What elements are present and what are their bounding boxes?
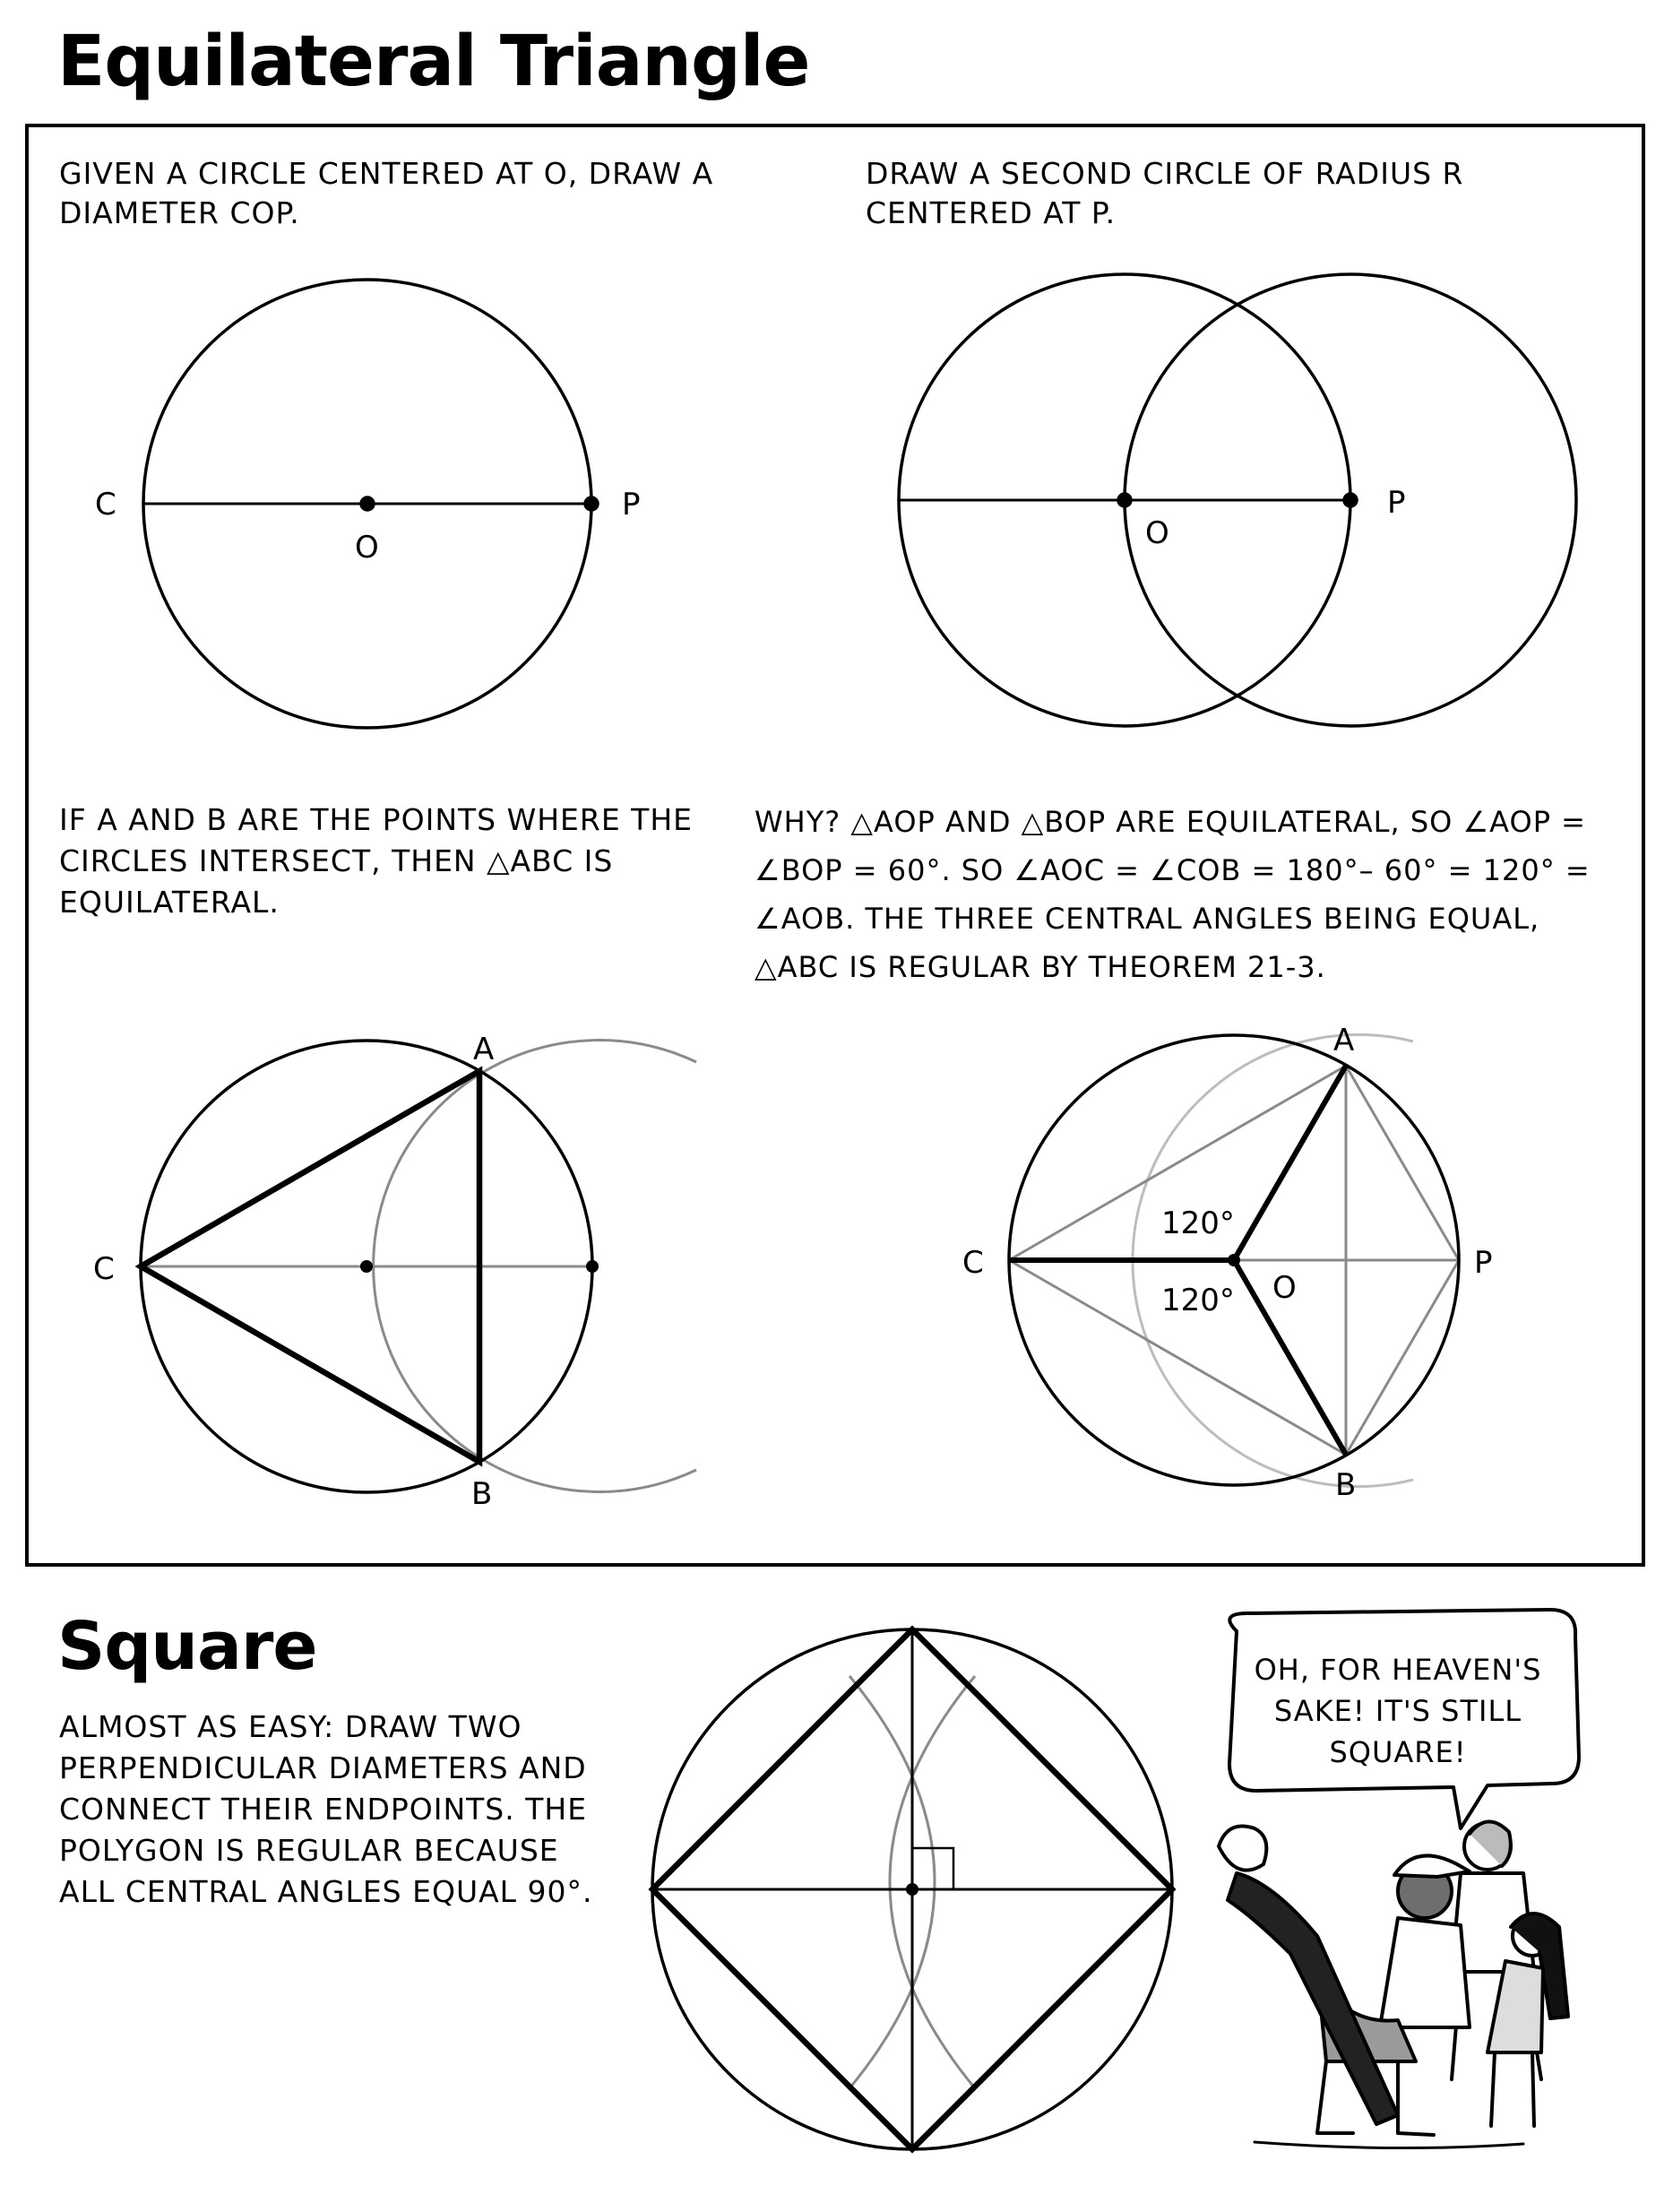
fig3-center-dot [360,1260,373,1273]
figure-1 [143,280,598,728]
fig2-center-dot [1118,494,1131,506]
square-construction-arc-left [890,1676,975,2088]
man-shirt [1380,1918,1470,2027]
fig4-label-o: O [1272,1270,1297,1306]
step2-caption: DRAW A SECOND CIRCLE OF RADIUS R CENTERED AT P. [866,156,1464,230]
fig1-label-c: C [95,487,116,523]
fig3-p-dot [586,1260,599,1273]
ground-line [1255,2142,1523,2148]
square-title: Square [57,1608,317,1685]
figure-2 [899,274,1576,726]
fig4-radius-oa [1234,1066,1346,1260]
fig3-label-b: B [471,1476,493,1512]
fig1-label-p: P [622,487,641,523]
leaning-figure-head [1219,1827,1266,1871]
fig4-label-c: C [962,1245,984,1281]
square-caption: ALMOST AS EASY: DRAW TWO PERPENDICULAR DIAMETERS AND CONNECT THEIR ENDPOINTS. THE POLYGON IS REGULAR BECAUSE ALL CENTRAL ANGLES EQUAL 90°. [59,1709,593,1909]
fig1-label-o: O [355,530,379,566]
fig4-angle-bottom: 120° [1161,1283,1235,1318]
fig4-side-bp [1346,1260,1459,1455]
cartoon-characters [1219,1821,1568,2147]
fig4-angle-top: 120° [1161,1205,1235,1241]
child-legs [1491,2052,1534,2126]
fig2-label-o: O [1145,515,1169,551]
fig1-p-dot [585,497,598,510]
fig2-p-dot [1344,494,1357,506]
figure-3 [141,1041,696,1493]
fig4-side-ap [1346,1066,1459,1260]
square-center-dot [906,1883,918,1896]
step1-caption: GIVEN A CIRCLE CENTERED AT O, DRAW A DIAMETER COP. [59,156,714,230]
step3-caption: IF A AND B ARE THE POINTS WHERE THE CIRCLES INTERSECT, THEN △ABC IS EQUILATERAL. [59,802,693,920]
figure-4 [1009,1035,1459,1487]
fig1-center-dot [361,497,374,510]
speech-bubble-text: OH, FOR HEAVEN'S SAKE! IT'S STILL SQUARE! [1254,1653,1542,1769]
square-construction-arc-right [849,1676,935,2088]
fig3-label-a: A [473,1032,495,1067]
fig4-label-p: P [1474,1245,1493,1281]
fig4-center-dot [1228,1254,1240,1266]
child-body [1488,1961,1543,2052]
square-figure [652,1629,1172,2149]
man-cap [1394,1855,1470,1877]
fig4-label-a: A [1333,1023,1355,1058]
step4-caption: WHY? △AOP AND △BOP ARE EQUILATERAL, SO ∠AOP = ∠BOP = 60°. SO ∠AOC = ∠COB = 180°– 60° = 120° = ∠AOB. THE THREE CENTRAL ANGLES BEING EQUAL, △ABC IS REGULAR BY THEOREM 21-3. [755,805,1591,984]
leaning-object [1228,1873,1398,2124]
fig4-label-b: B [1335,1467,1357,1503]
page-title: Equilateral Triangle [57,22,810,102]
fig3-label-c: C [93,1251,115,1287]
fig2-label-p: P [1387,485,1406,521]
